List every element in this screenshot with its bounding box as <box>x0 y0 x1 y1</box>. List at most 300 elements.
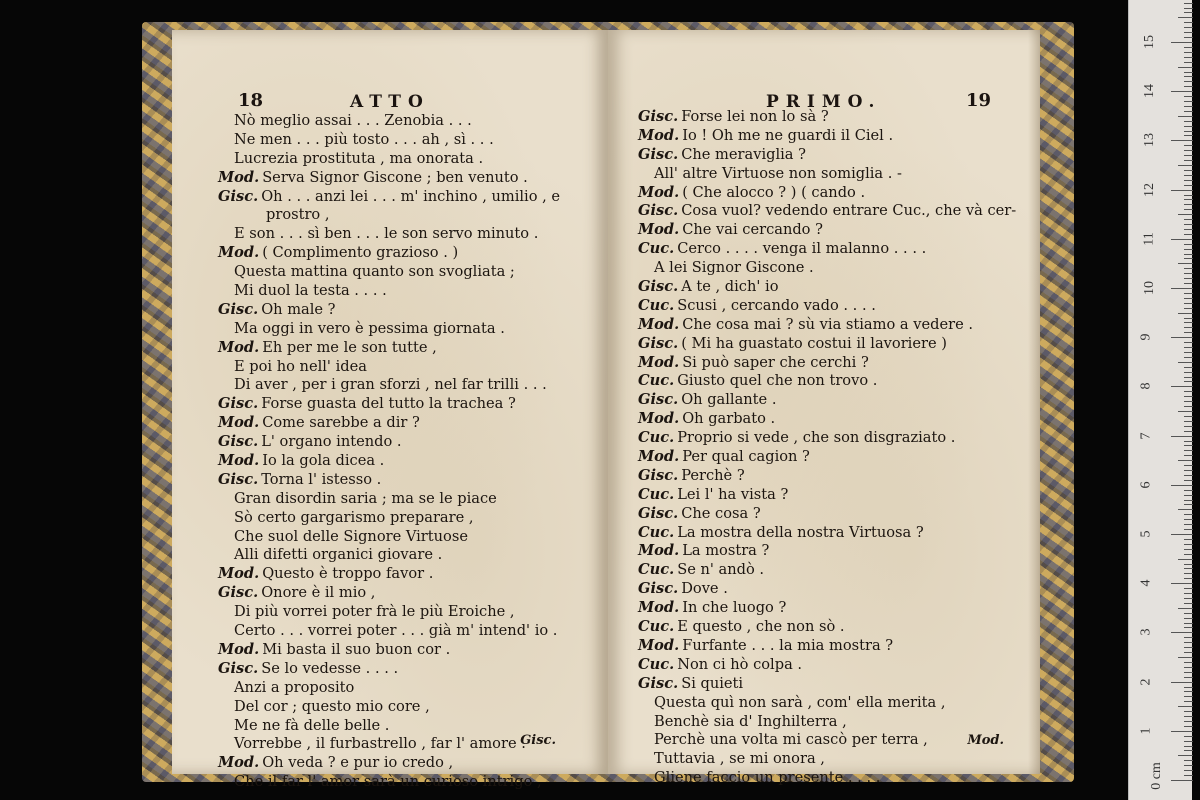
line-text: E son . . . sì ben . . . le son servo minuto . <box>234 225 539 243</box>
text-line <box>608 429 1040 448</box>
ruler-tick <box>1178 657 1193 658</box>
line-text: Che cosa ? <box>681 504 761 522</box>
ruler-tick <box>1171 534 1193 535</box>
ruler-tick <box>1184 421 1193 422</box>
speaker-label: Cuc. <box>638 372 675 390</box>
line-text: Sò certo gargarismo preparare , <box>234 508 474 526</box>
text-line <box>172 301 608 320</box>
ruler-tick <box>1184 81 1193 82</box>
line-text: Furfante . . . la mia mostra ? <box>682 636 894 654</box>
speaker-label: Gisc. <box>638 334 679 352</box>
page-number-right: 19 <box>966 90 992 111</box>
ruler-tick <box>1184 598 1193 599</box>
ruler-tick <box>1184 441 1193 442</box>
speaker-label: Gisc. <box>638 504 679 522</box>
line-text: Forse lei non lo sà ? <box>681 108 829 125</box>
ruler-tick <box>1184 691 1193 692</box>
text-line <box>172 395 608 414</box>
ruler-tick <box>1184 195 1193 196</box>
ruler-number: 3 <box>1138 628 1154 636</box>
speaker-label: Cuc. <box>638 655 675 673</box>
speaker-label: Gisc. <box>218 470 259 488</box>
ruler-tick <box>1184 687 1193 688</box>
ruler-tick <box>1184 185 1193 186</box>
line-text: ( Mi ha guastato costui il lavoriere ) <box>681 334 947 352</box>
ruler-tick <box>1184 736 1193 737</box>
speaker-label: Mod. <box>638 126 680 144</box>
ruler-tick <box>1178 411 1193 412</box>
ruler-tick <box>1184 711 1193 712</box>
speaker-label: Mod. <box>638 221 680 239</box>
ruler-tick <box>1184 578 1193 579</box>
ruler-tick <box>1178 608 1193 609</box>
text-line <box>608 278 1040 297</box>
ruler-tick <box>1178 362 1193 363</box>
ruler-tick <box>1184 416 1193 417</box>
line-text: Perchè una volta mi cascò per terra , <box>654 731 928 749</box>
text-line <box>608 542 1040 561</box>
line-text: Che vai cercando ? <box>682 221 823 239</box>
ruler-tick <box>1184 96 1193 97</box>
line-text: Ma oggi in vero è pessima giornata . <box>234 319 505 337</box>
ruler-tick <box>1184 539 1193 540</box>
ruler-number: 1 <box>1138 727 1154 735</box>
text-line <box>172 188 608 207</box>
line-text: Si quieti <box>681 674 744 692</box>
ruler-tick <box>1184 381 1193 382</box>
ruler-tick <box>1178 559 1193 560</box>
line-text: Alli difetti organici giovare . <box>234 546 443 564</box>
line-text: Se n' andò . <box>677 561 765 579</box>
line-text: L' organo intendo . <box>261 433 402 451</box>
ruler-tick <box>1184 372 1193 373</box>
ruler-number: 7 <box>1138 432 1154 440</box>
text-line <box>172 509 608 528</box>
text-line <box>608 769 1040 788</box>
ruler-tick <box>1171 190 1193 191</box>
text-line <box>608 486 1040 505</box>
text-line <box>608 675 1040 694</box>
line-text: Oh gallante . <box>681 391 777 409</box>
line-text: Eh per me le son tutte , <box>262 338 437 356</box>
ruler-tick <box>1184 170 1193 171</box>
ruler-tick <box>1184 298 1193 299</box>
text-line <box>608 165 1040 184</box>
text-line <box>172 565 608 584</box>
text-line <box>608 599 1040 618</box>
speaker-label: Mod. <box>218 565 260 583</box>
ruler-tick <box>1184 470 1193 471</box>
ruler-number: 10 <box>1142 281 1157 295</box>
ruler-tick <box>1184 746 1193 747</box>
ruler-tick <box>1184 514 1193 515</box>
ruler-tick <box>1184 8 1193 9</box>
text-line <box>608 316 1040 335</box>
text-line <box>172 414 608 433</box>
line-text: Oh . . . anzi lei . . . m' inchino , umilio , e <box>261 187 561 205</box>
speaker-label: Gisc. <box>218 187 259 205</box>
text-line <box>172 263 608 282</box>
page-number-left: 18 <box>238 90 264 111</box>
ruler-tick <box>1184 180 1193 181</box>
speaker-label: Mod. <box>218 414 260 432</box>
line-text: Cosa vuol? vedendo entrare Cuc., che và cer- <box>681 202 1017 220</box>
text-line <box>608 694 1040 713</box>
ruler-tick <box>1184 721 1193 722</box>
text-line <box>608 656 1040 675</box>
ruler-tick <box>1184 760 1193 761</box>
ruler-tick <box>1184 544 1193 545</box>
right-page <box>608 30 1040 787</box>
text-line <box>172 282 608 301</box>
ruler-tick <box>1171 140 1193 141</box>
ruler-tick <box>1184 367 1193 368</box>
ruler-tick <box>1184 249 1193 250</box>
speaker-label: Cuc. <box>638 296 675 314</box>
ruler-tick <box>1184 258 1193 259</box>
ruler-tick <box>1171 731 1193 732</box>
speaker-label: Gisc. <box>218 395 259 413</box>
line-text: E poi ho nell' idea <box>234 357 367 375</box>
line-text: E questo , che non sò . <box>677 618 845 636</box>
ruler-tick <box>1184 224 1193 225</box>
text-line <box>608 750 1040 769</box>
line-text: Mi duol la testa . . . . <box>234 282 387 300</box>
speaker-label: Gisc. <box>218 659 259 677</box>
ruler-tick <box>1184 588 1193 589</box>
text-line <box>172 169 608 188</box>
ruler-tick <box>1184 672 1193 673</box>
ruler-tick <box>1184 765 1193 766</box>
text-line <box>608 372 1040 391</box>
text-line <box>608 221 1040 240</box>
line-text: Si può saper che cerchi ? <box>682 353 869 371</box>
ruler-tick <box>1184 593 1193 594</box>
ruler-number: 2 <box>1138 678 1154 686</box>
text-line <box>172 641 608 660</box>
ruler-tick <box>1184 750 1193 751</box>
ruler-number: 9 <box>1138 333 1154 341</box>
text-line <box>172 112 608 131</box>
line-text: Che suol delle Signore Virtuose <box>234 527 468 545</box>
ruler-tick <box>1184 332 1193 333</box>
ruler-tick <box>1184 209 1193 210</box>
ruler-tick <box>1184 86 1193 87</box>
ruler-tick <box>1184 111 1193 112</box>
line-text: Tuttavia , se mi onora , <box>654 750 825 768</box>
speaker-label: Mod. <box>638 542 680 560</box>
text-line <box>608 448 1040 467</box>
ruler-tick <box>1184 76 1193 77</box>
line-text: Forse guasta del tutto la trachea ? <box>261 395 516 413</box>
catchword-right: Mod. <box>967 733 1004 748</box>
text-line <box>172 490 608 509</box>
ruler-tick <box>1184 62 1193 63</box>
speaker-label: Mod. <box>638 410 680 428</box>
line-text: Non ci hò colpa . <box>677 655 803 673</box>
line-text: Per qual cagion ? <box>682 448 810 466</box>
ruler-tick <box>1184 667 1193 668</box>
ruler-tick <box>1184 613 1193 614</box>
text-line <box>608 146 1040 165</box>
ruler-tick <box>1184 254 1193 255</box>
speaker-label: Cuc. <box>638 240 675 258</box>
text-line <box>172 603 608 622</box>
line-text: Questo è troppo favor . <box>262 565 434 583</box>
text-line <box>172 376 608 395</box>
running-head-right: PRIMO. <box>766 92 882 112</box>
line-text: ( Che alocco ? ) ( cando . <box>682 183 866 201</box>
line-text: Oh garbato . <box>682 410 776 428</box>
line-text: Ne men . . . più tosto . . . ah , sì . . . <box>234 130 494 148</box>
ruler-tick <box>1184 455 1193 456</box>
text-line <box>172 698 608 717</box>
ruler-tick <box>1184 770 1193 771</box>
ruler-tick <box>1184 406 1193 407</box>
ruler-tick <box>1184 135 1193 136</box>
ruler-number: 13 <box>1142 133 1157 148</box>
ruler-tick <box>1184 101 1193 102</box>
text-line <box>608 391 1040 410</box>
ruler-tick <box>1184 549 1193 550</box>
ruler-tick <box>1171 239 1193 240</box>
text-line <box>172 546 608 565</box>
ruler-tick <box>1184 293 1193 294</box>
ruler-tick <box>1184 229 1193 230</box>
ruler-tick <box>1184 27 1193 28</box>
text-line <box>172 622 608 641</box>
text-line <box>172 320 608 339</box>
text-line <box>608 637 1040 656</box>
text-line <box>172 754 608 773</box>
ruler-tick <box>1184 318 1193 319</box>
speaker-label: Mod. <box>218 244 260 262</box>
speaker-label: Gisc. <box>638 202 679 220</box>
line-text: Gliene faccio un presente . . . . <box>654 769 881 787</box>
speaker-label: Gisc. <box>218 433 259 451</box>
ruler-tick <box>1184 12 1193 13</box>
ruler-number: 15 <box>1142 35 1157 49</box>
ruler-tick <box>1184 327 1193 328</box>
line-text: Me ne fà delle belle . <box>234 716 390 734</box>
ruler-tick <box>1171 682 1193 683</box>
ruler-tick <box>1184 175 1193 176</box>
line-text: In che luogo ? <box>682 599 787 617</box>
line-text: Cerco . . . . venga il malanno . . . . <box>677 240 927 258</box>
ruler-tick <box>1184 726 1193 727</box>
ruler-tick <box>1184 121 1193 122</box>
ruler-tick <box>1184 652 1193 653</box>
text-line <box>608 127 1040 146</box>
speaker-label: Cuc. <box>638 485 675 503</box>
ruler-tick <box>1184 445 1193 446</box>
text-line <box>608 580 1040 599</box>
ruler-tick <box>1184 22 1193 23</box>
ruler-number: 5 <box>1138 530 1154 538</box>
text-line <box>172 452 608 471</box>
speaker-label: Gisc. <box>218 584 259 602</box>
text-line <box>608 524 1040 543</box>
line-text: Benchè sia d' Inghilterra , <box>654 712 847 730</box>
ruler-tick <box>1184 72 1193 73</box>
text-line <box>608 354 1040 373</box>
ruler-tick <box>1178 67 1193 68</box>
ruler-tick <box>1178 214 1193 215</box>
ruler-number: 4 <box>1138 579 1154 587</box>
ruler-tick <box>1171 288 1193 289</box>
text-line <box>172 584 608 603</box>
line-text: Io la gola dicea . <box>262 452 385 470</box>
speaker-label: Gisc. <box>638 108 679 125</box>
ruler-tick <box>1184 564 1193 565</box>
text-line <box>608 505 1040 524</box>
ruler-tick <box>1171 485 1193 486</box>
text-line <box>172 244 608 263</box>
text-line <box>608 335 1040 354</box>
ruler-tick <box>1184 677 1193 678</box>
ruler-tick <box>1184 52 1193 53</box>
speaker-label: Gisc. <box>638 674 679 692</box>
ruler-tick <box>1184 701 1193 702</box>
line-text: Onore è il mio , <box>261 584 376 602</box>
text-line <box>608 561 1040 580</box>
ruler-tick <box>1184 278 1193 279</box>
ruler-tick <box>1184 465 1193 466</box>
line-text: Che il far l' amor sarà un curioso intrigo , <box>234 773 542 791</box>
text-line <box>172 528 608 547</box>
ruler-tick <box>1184 3 1193 4</box>
speaker-label: Mod. <box>638 315 680 333</box>
ruler-tick <box>1184 234 1193 235</box>
speaker-label: Mod. <box>638 599 680 617</box>
line-text: Oh male ? <box>261 300 336 318</box>
ruler-tick <box>1184 450 1193 451</box>
ruler-zero-label: 0 cm <box>1148 762 1164 790</box>
speaker-label: Mod. <box>218 452 260 470</box>
line-text: Come sarebbe a dir ? <box>262 414 420 432</box>
line-text: Torna l' istesso . <box>261 470 382 488</box>
ruler-tick <box>1184 431 1193 432</box>
line-text: Dove . <box>681 580 728 598</box>
speaker-label: Cuc. <box>638 429 675 447</box>
line-text: Del cor ; questo mio core , <box>234 697 430 715</box>
ruler-tick <box>1184 347 1193 348</box>
speaker-label: Gisc. <box>638 466 679 484</box>
ruler-tick <box>1184 155 1193 156</box>
ruler-tick <box>1184 303 1193 304</box>
speaker-label: Cuc. <box>638 561 675 579</box>
line-text: Gran disordin saria ; ma se le piace <box>234 489 497 507</box>
running-head-left: ATTO <box>350 92 430 112</box>
ruler-tick <box>1184 500 1193 501</box>
line-text: Lucrezia prostituta , ma onorata . <box>234 149 484 167</box>
line-text: Oh veda ? e pur io credo , <box>262 754 454 772</box>
catchword-left: Gisc. <box>520 733 556 748</box>
text-line <box>172 358 608 377</box>
ruler-tick <box>1184 396 1193 397</box>
ruler-tick <box>1184 391 1193 392</box>
ruler-tick <box>1184 219 1193 220</box>
ruler-tick <box>1171 42 1193 43</box>
ruler-tick <box>1184 145 1193 146</box>
ruler-tick <box>1184 529 1193 530</box>
ruler-tick <box>1184 642 1193 643</box>
ruler-tick <box>1184 696 1193 697</box>
line-text: Proprio si vede , che son disgraziato . <box>677 429 956 447</box>
ruler-tick <box>1178 313 1193 314</box>
speaker-label: Mod. <box>218 168 260 186</box>
ruler-number: 8 <box>1138 382 1154 390</box>
text-line <box>608 297 1040 316</box>
text-line <box>172 471 608 490</box>
ruler-tick <box>1184 37 1193 38</box>
ruler-tick <box>1184 495 1193 496</box>
speaker-label: Gisc. <box>638 391 679 409</box>
ruler-number: 6 <box>1138 481 1154 489</box>
ruler-tick <box>1184 716 1193 717</box>
line-text: A lei Signor Giscone . <box>654 259 814 277</box>
ruler-tick <box>1184 480 1193 481</box>
ruler-tick <box>1178 263 1193 264</box>
ruler-tick <box>1184 554 1193 555</box>
ruler-tick <box>1184 57 1193 58</box>
ruler-tick <box>1184 244 1193 245</box>
text-line <box>172 660 608 679</box>
ruler-tick <box>1178 706 1193 707</box>
ruler-tick <box>1184 308 1193 309</box>
ruler-number: 14 <box>1142 84 1157 99</box>
text-line <box>608 259 1040 278</box>
ruler-tick <box>1184 568 1193 569</box>
line-text: La mostra della nostra Virtuosa ? <box>677 523 924 541</box>
text-line <box>172 773 608 792</box>
speaker-label: Mod. <box>638 183 680 201</box>
line-text: Nò meglio assai . . . Zenobia . . . <box>234 112 472 129</box>
ruler-tick <box>1171 337 1193 338</box>
ruler-tick <box>1171 386 1193 387</box>
line-text: Vorrebbe , il furbastrello , far l' amore . <box>234 735 526 753</box>
ruler-tick <box>1184 352 1193 353</box>
line-text: All' altre Virtuose non somiglia . - <box>654 164 902 182</box>
ruler-tick <box>1184 775 1193 776</box>
text-line <box>608 184 1040 203</box>
line-text: Certo . . . vorrei poter . . . già m' intend' io . <box>234 622 558 640</box>
ruler-tick <box>1184 126 1193 127</box>
right-text-block <box>608 108 1040 788</box>
ruler-tick <box>1184 106 1193 107</box>
ruler-tick <box>1184 357 1193 358</box>
line-text: prostro , <box>266 206 330 224</box>
ruler-tick <box>1171 436 1193 437</box>
line-text: Di più vorrei poter frà le più Eroiche , <box>234 603 515 621</box>
ruler-tick <box>1184 647 1193 648</box>
speaker-label: Gisc. <box>638 580 679 598</box>
ruler-number: 11 <box>1141 232 1157 246</box>
ruler-tick <box>1184 573 1193 574</box>
ruler-tick <box>1184 268 1193 269</box>
ruler-tick <box>1178 17 1193 18</box>
text-line <box>608 240 1040 259</box>
line-text: A te , dich' io <box>681 278 779 296</box>
ruler-tick <box>1184 32 1193 33</box>
ruler-tick <box>1178 116 1193 117</box>
line-text: Questa mattina quanto son svogliata ; <box>234 263 515 281</box>
line-text: Di aver , per i gran sforzi , nel far trilli . . . <box>234 376 547 394</box>
line-text: Giusto quel che non trovo . <box>677 372 878 390</box>
ruler-tick <box>1184 342 1193 343</box>
line-text: Serva Signor Giscone ; ben venuto . <box>262 168 528 186</box>
text-line <box>172 225 608 244</box>
